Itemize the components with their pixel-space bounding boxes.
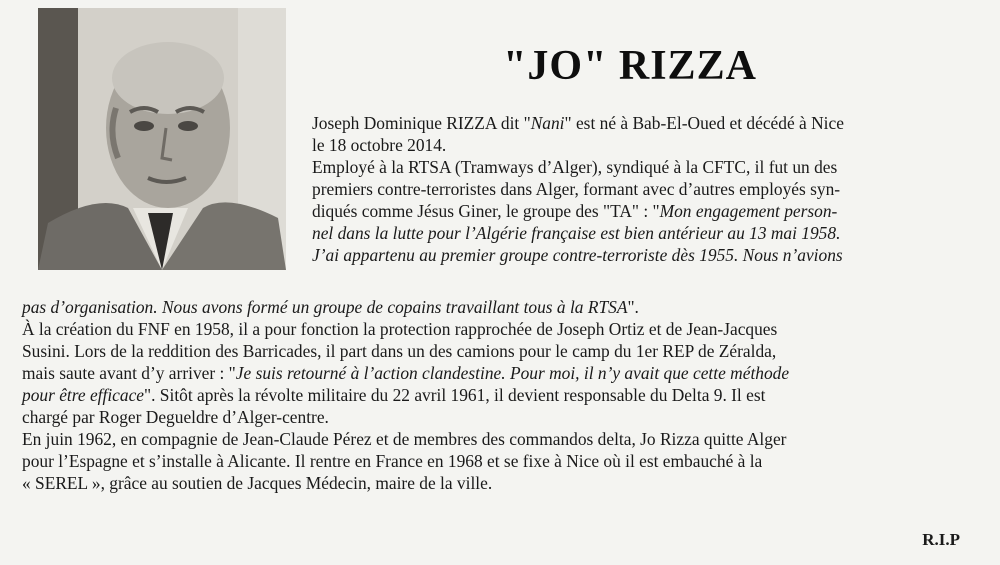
text-line (22, 384, 977, 406)
body-text: « SEREL », grâce au soutien de Jacques Médecin, maire de la ville. (22, 473, 493, 493)
body-text: ". Sitôt après la révolte militaire du 22 avril 1961, il devient responsable du Delta 9. Il est (144, 385, 766, 405)
body-text: À la création du FNF en 1958, il a pour fonction la protection rapprochée de Joseph Ortiz et de Jean-Jacques (22, 319, 778, 339)
page-title: "JO" RIZZA (503, 43, 757, 89)
quote-text: Je suis retourné à l’action clandestine. Pour moi, il n’y avait que cette méthode (235, 363, 790, 383)
text-line (22, 450, 977, 472)
text-line (312, 244, 977, 266)
closing-rip: R.I.P (922, 530, 960, 549)
body-text: premiers contre-terroristes dans Alger, formant avec d’autres employés syn- (312, 179, 841, 199)
body-text: Joseph Dominique RIZZA dit " (312, 113, 531, 133)
quote-text: nel dans la lutte pour l’Algérie française est bien antérieur au 13 mai 1958. (312, 223, 841, 243)
text-line (22, 406, 977, 428)
body-text: En juin 1962, en compagnie de Jean-Claude Pérez et de membres des commandos delta, Jo Rizza quitte Alger (22, 429, 787, 449)
body-text: Susini. Lors de la reddition des Barricades, il part dans un des camions pour le camp du 1er REP de Zéralda, (22, 341, 777, 361)
body-text: chargé par Roger Degueldre d’Alger-centre. (22, 407, 329, 427)
text-line (312, 200, 977, 222)
text-line (22, 428, 977, 450)
body-text: pour l’Espagne et s’installe à Alicante. Il rentre en France en 1968 et se fixe à Nice où il est embauché à la (22, 451, 763, 471)
text-line (22, 296, 977, 318)
quote-text: J’ai appartenu au premier groupe contre-terroriste dès 1955. Nous n’avions (312, 245, 843, 265)
body-text: ". (627, 297, 639, 317)
portrait-photo (38, 8, 286, 270)
text-line (312, 222, 977, 244)
body-text: mais saute avant d’y arriver : " (22, 363, 236, 383)
body-text: le 18 octobre 2014. (312, 135, 447, 155)
bio-paragraph (312, 112, 977, 266)
body-text: Employé à la RTSA (Tramways d’Alger), syndiqué à la CFTC, il fut un des (312, 157, 838, 177)
portrait-illustration (38, 8, 286, 270)
body-text: " est né à Bab-El-Oued et décédé à Nice (564, 113, 844, 133)
body-text: diqués comme Jésus Giner, le groupe des "TA" : " (312, 201, 660, 221)
quote-text: pour être efficace (22, 385, 145, 405)
text-line (22, 318, 977, 340)
text-line (312, 134, 977, 156)
text-line (312, 178, 977, 200)
text-line (22, 362, 977, 384)
quote-text: pas d’organisation. Nous avons formé un groupe de copains travaillant tous à la RTSA (22, 297, 628, 317)
text-line (22, 340, 977, 362)
quote-text: Nani (530, 113, 565, 133)
text-line (312, 112, 977, 134)
quote-text: Mon engagement person- (659, 201, 838, 221)
body-paragraph (22, 296, 977, 494)
text-line (312, 156, 977, 178)
text-line (22, 472, 977, 494)
